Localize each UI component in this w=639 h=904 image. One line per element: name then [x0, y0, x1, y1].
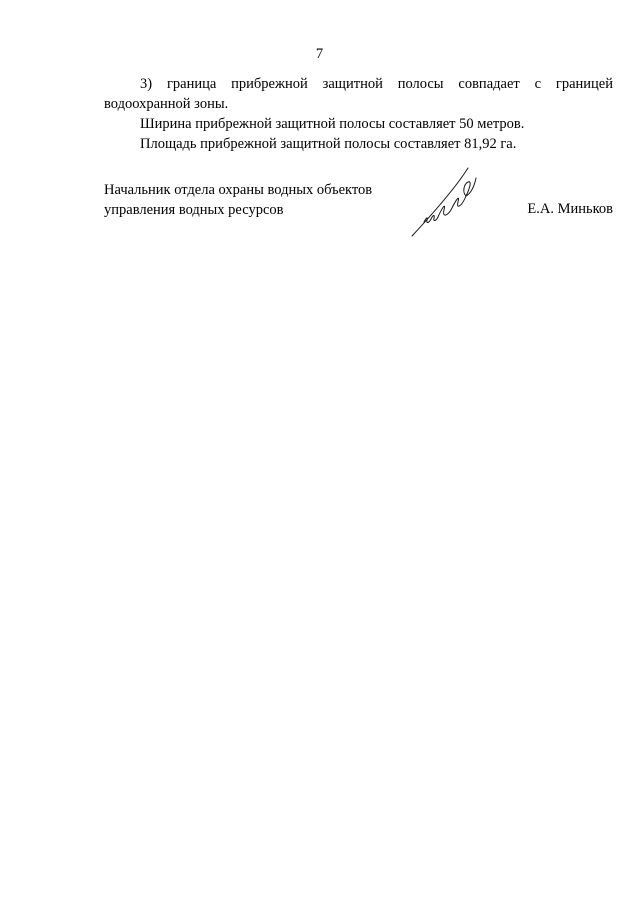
signatory-position [104, 180, 404, 220]
paragraph-boundary: 3) граница прибрежной защитной полосы совпадает с границей водоохранной зоны. [104, 76, 613, 112]
signatory-name: Е.А. Миньков [527, 201, 613, 217]
signatory-position-line-1: Начальник отдела охраны водных объектов [104, 182, 373, 198]
document-body [104, 74, 613, 154]
paragraph-width: Ширина прибрежной защитной полосы составляет 50 метров. [140, 116, 525, 132]
paragraph-area: Площадь прибрежной защитной полосы составляет 81,92 га. [140, 136, 517, 152]
handwritten-signature [408, 166, 478, 238]
signature-block [104, 180, 613, 240]
page-number: 7 [315, 46, 324, 62]
signatory-position-line-2: управления водных ресурсов [104, 202, 284, 218]
